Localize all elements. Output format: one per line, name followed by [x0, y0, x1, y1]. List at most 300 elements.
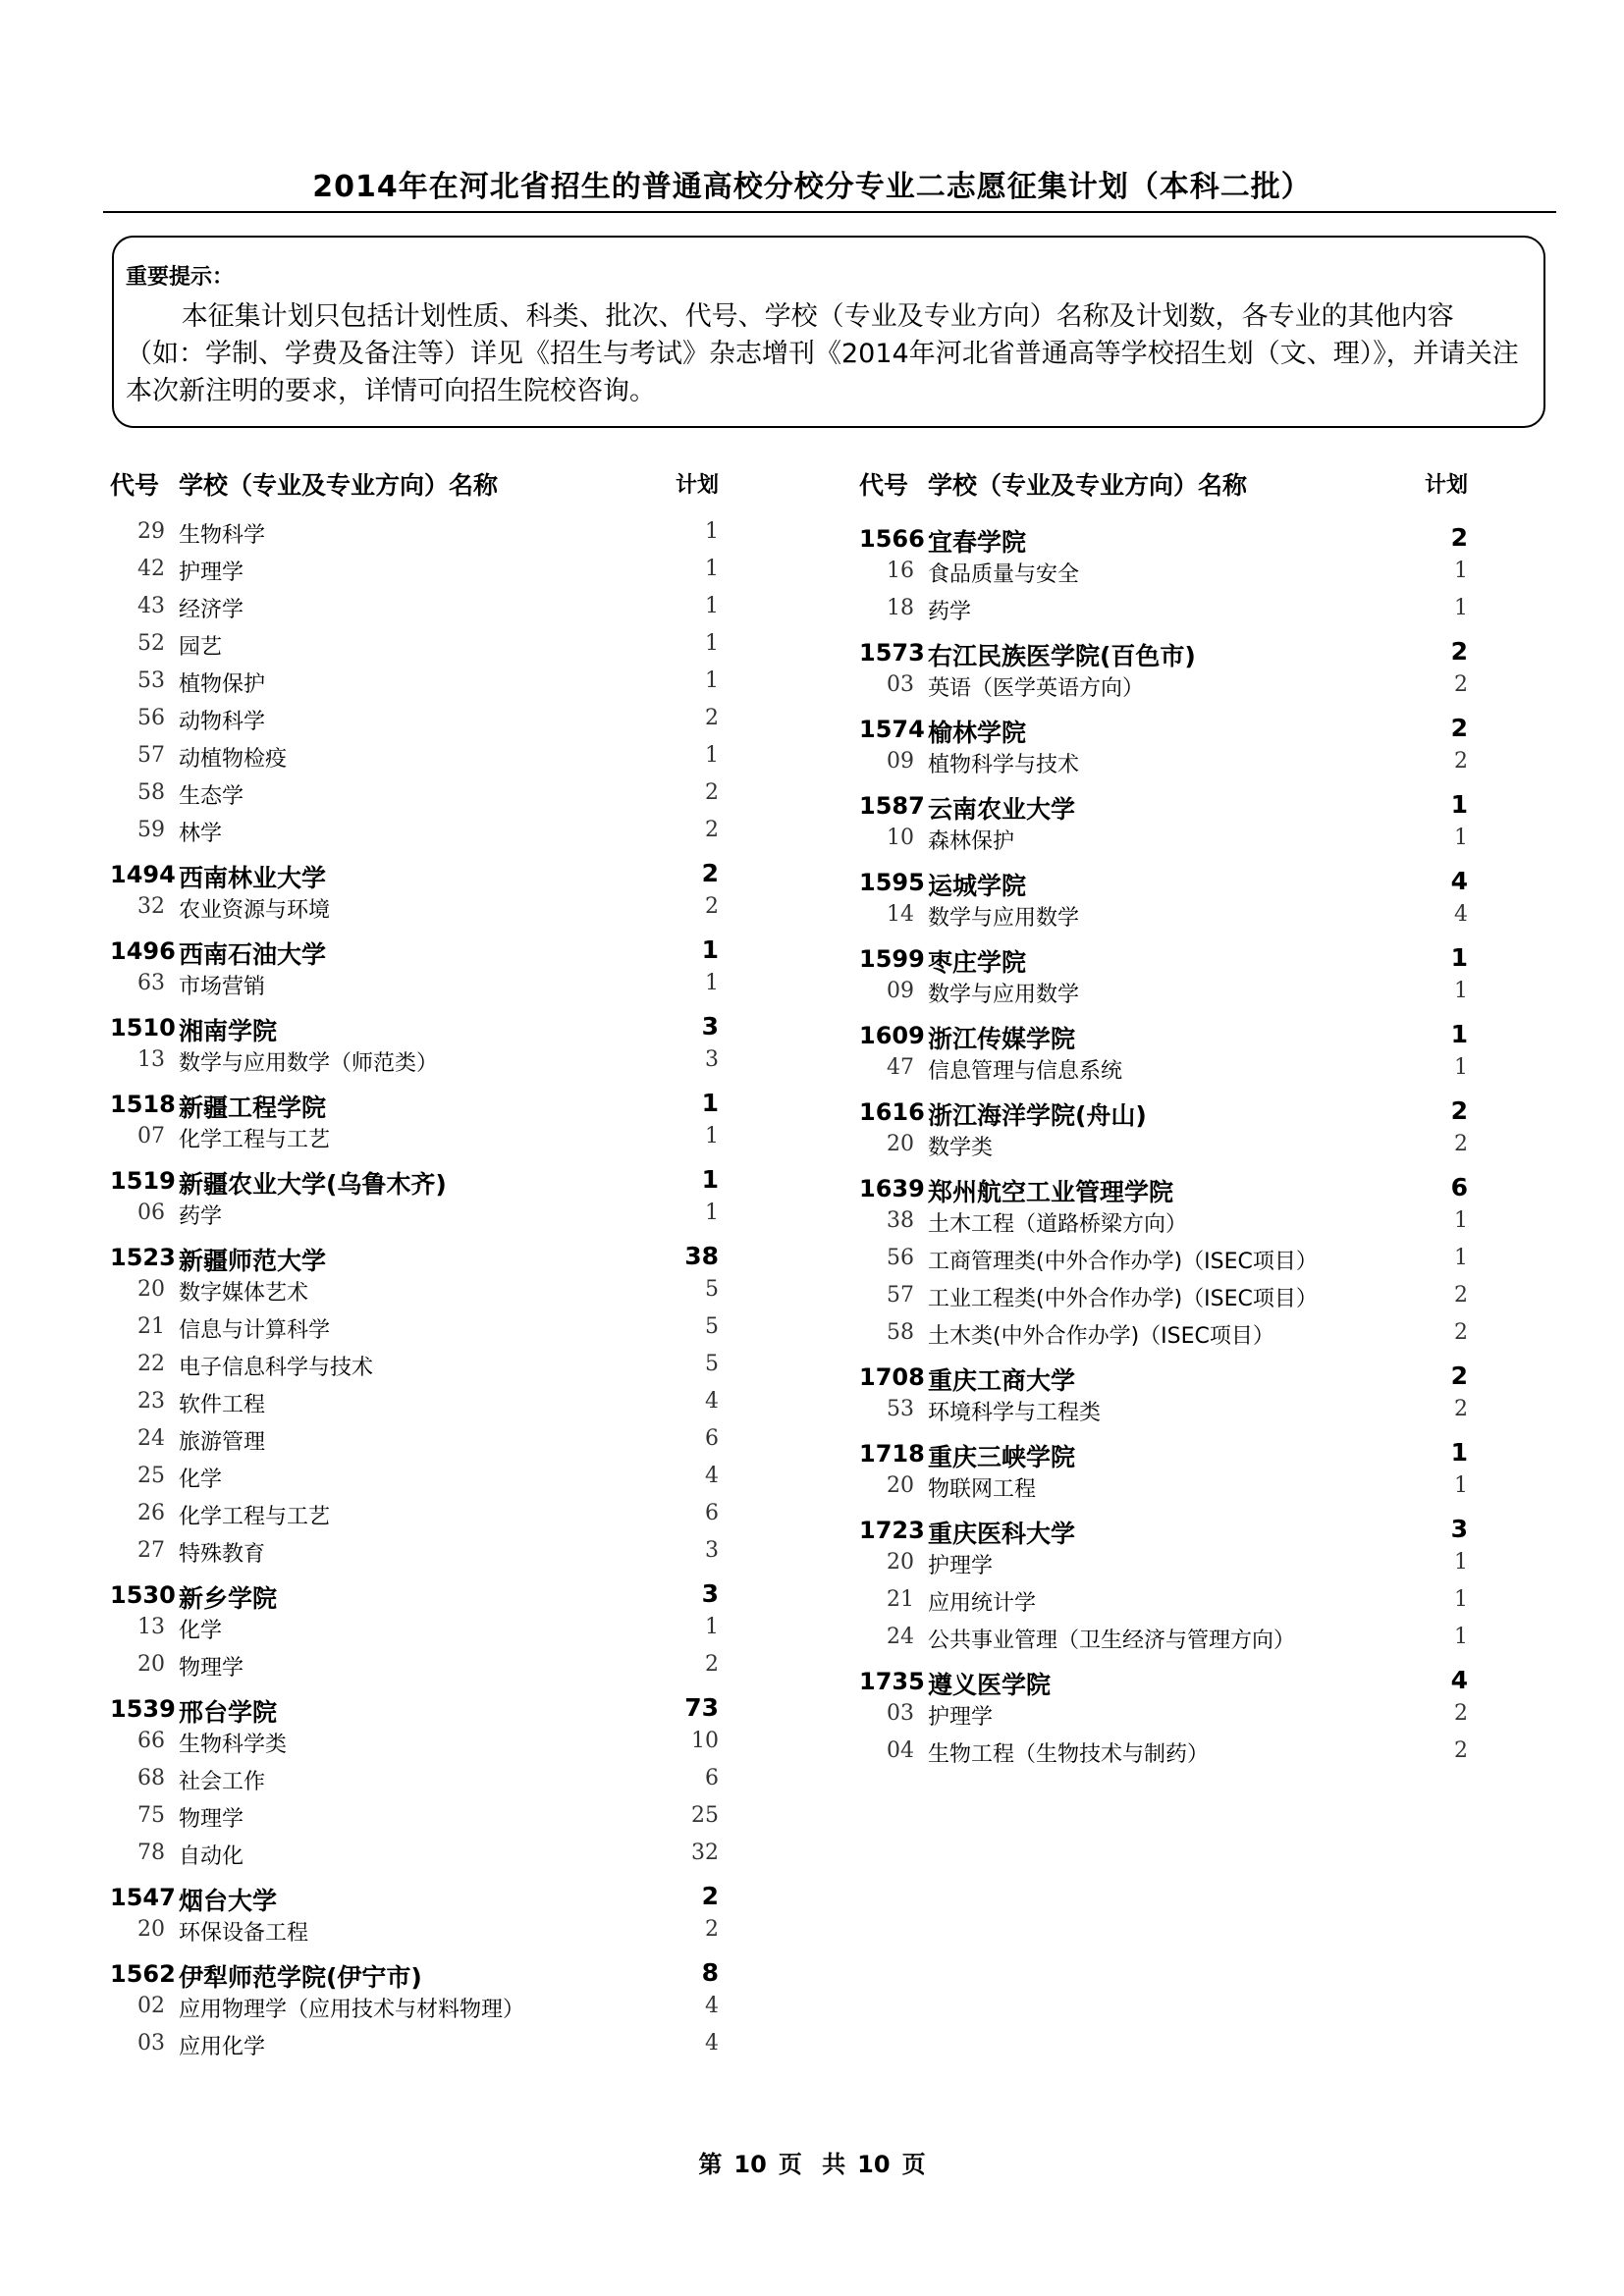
school-plan: 4: [1450, 1666, 1468, 1694]
notice-body: 本征集计划只包括计划性质、科类、批次、代号、学校（专业及专业方向）名称及计划数，各专业的其他内容（如：学制、学费及备注等）详见《招生与考试》杂志增刊《2014年河北省普通高等学校招生划（文、理）》，并请关注本次新注明的要求，详情可向招生院校咨询。: [126, 301, 1519, 406]
major-code: 26: [137, 1501, 165, 1525]
school-plan: 1: [1450, 1438, 1468, 1467]
school-row: [859, 704, 1468, 747]
major-code: 24: [137, 1426, 165, 1451]
major-row: [110, 1118, 719, 1155]
major-row: [110, 1723, 719, 1760]
major-row: [859, 667, 1468, 704]
major-row: [110, 1911, 719, 1949]
major-row: [859, 820, 1468, 857]
major-code: 18: [887, 596, 914, 620]
major-name: 林学: [179, 822, 223, 846]
major-row: [110, 1609, 719, 1646]
major-row: [859, 1391, 1468, 1428]
major-plan: 3: [705, 1047, 719, 1072]
major-plan: 2: [1454, 672, 1468, 697]
right-column-header: [859, 466, 1468, 506]
major-name: 工商管理类(中外合作办学)（ISEC项目）: [928, 1250, 1318, 1274]
major-plan: 4: [1454, 902, 1468, 927]
title-divider: [103, 211, 1556, 213]
major-plan: 6: [705, 1426, 719, 1451]
school-plan: 6: [1450, 1173, 1468, 1201]
school-plan: 1: [1450, 1020, 1468, 1048]
school-code: 1587: [859, 792, 925, 820]
major-row: [859, 1049, 1468, 1087]
major-plan: 1: [705, 1615, 719, 1639]
major-plan: 5: [705, 1314, 719, 1339]
school-name: 榆林学院: [928, 719, 1027, 747]
major-name: 食品质量与安全: [928, 562, 1080, 587]
school-plan: 1: [701, 935, 719, 964]
major-plan: 1: [705, 1124, 719, 1148]
major-code: 20: [137, 1652, 165, 1677]
school-row: [859, 1656, 1468, 1699]
major-name: 旅游管理: [179, 1430, 266, 1455]
major-name: 园艺: [179, 635, 223, 660]
major-code: 56: [137, 706, 165, 730]
major-name: 应用统计学: [928, 1591, 1037, 1616]
major-code: 59: [137, 818, 165, 842]
major-name: 生物工程（生物技术与制药）: [928, 1742, 1210, 1767]
major-plan: 6: [705, 1766, 719, 1790]
major-plan: 1: [1454, 596, 1468, 620]
major-row: [110, 1308, 719, 1346]
major-plan: 2: [1454, 1283, 1468, 1308]
major-name: 生态学: [179, 784, 244, 809]
major-plan: 25: [691, 1803, 719, 1828]
school-plan: 2: [1450, 1096, 1468, 1125]
school-row: [110, 1949, 719, 1992]
major-plan: 1: [1454, 1625, 1468, 1649]
school-row: [110, 1232, 719, 1275]
school-row: [859, 1163, 1468, 1206]
major-row: [110, 1646, 719, 1683]
major-row: [859, 1314, 1468, 1352]
page-label: 第: [698, 2151, 723, 2178]
major-code: 20: [137, 1917, 165, 1942]
major-code: 42: [137, 557, 165, 581]
major-row: [110, 965, 719, 1002]
major-code: 63: [137, 971, 165, 995]
document-title: 2014年在河北省招生的普通高校分校分专业二志愿征集计划（本科二批）: [312, 170, 1312, 204]
major-plan: 5: [705, 1277, 719, 1302]
school-plan: 1: [701, 1089, 719, 1117]
major-row: [110, 774, 719, 812]
major-code: 04: [887, 1738, 914, 1763]
right-column: [859, 466, 1468, 1770]
major-plan: 1: [705, 631, 719, 656]
major-name: 土木类(中外合作办学)（ISEC项目）: [928, 1324, 1274, 1349]
major-name: 环境科学与工程类: [928, 1401, 1102, 1425]
major-plan: 1: [705, 668, 719, 693]
school-code: 1595: [859, 869, 925, 896]
major-plan: 1: [705, 971, 719, 995]
major-code: 03: [887, 1701, 914, 1726]
major-code: 21: [137, 1314, 165, 1339]
major-plan: 2: [705, 706, 719, 730]
major-plan: 2: [1454, 1738, 1468, 1763]
header-code: 代号: [110, 471, 160, 500]
major-row: [110, 1458, 719, 1495]
school-row: [859, 1010, 1468, 1053]
header-code: 代号: [859, 471, 909, 500]
major-name: 公共事业管理（卫生经济与管理方向）: [928, 1629, 1296, 1653]
major-code: 23: [137, 1389, 165, 1414]
school-plan: 4: [1450, 867, 1468, 895]
major-name: 数学与应用数学（师范类）: [179, 1051, 439, 1076]
header-plan: 计划: [1424, 473, 1468, 498]
major-code: 52: [137, 631, 165, 656]
major-name: 市场营销: [179, 975, 266, 999]
major-row: [859, 1126, 1468, 1163]
major-row: [110, 588, 719, 625]
major-code: 58: [137, 780, 165, 805]
major-code: 25: [137, 1464, 165, 1488]
major-plan: 2: [1454, 749, 1468, 774]
major-name: 信息与计算科学: [179, 1318, 331, 1343]
school-plan: 1: [1450, 790, 1468, 819]
major-code: 56: [887, 1246, 914, 1270]
page-number: 10: [733, 2151, 767, 2178]
major-row: [110, 1346, 719, 1383]
major-row: [110, 1835, 719, 1872]
school-code: 1599: [859, 945, 925, 973]
school-code: 1519: [110, 1167, 176, 1195]
major-name: 社会工作: [179, 1770, 266, 1794]
major-name: 信息管理与信息系统: [928, 1059, 1123, 1084]
major-code: 20: [137, 1277, 165, 1302]
major-name: 化学工程与工艺: [179, 1505, 331, 1529]
school-code: 1547: [110, 1884, 176, 1911]
school-plan: 2: [701, 1882, 719, 1910]
major-code: 66: [137, 1729, 165, 1753]
major-plan: 1: [705, 519, 719, 544]
school-plan: 2: [701, 859, 719, 887]
major-plan: 10: [691, 1729, 719, 1753]
major-code: 32: [137, 894, 165, 919]
school-plan: 1: [1450, 943, 1468, 972]
major-row: [859, 1581, 1468, 1619]
major-plan: 1: [1454, 826, 1468, 850]
major-name: 数学与应用数学: [928, 906, 1080, 931]
school-name: 邢台学院: [179, 1698, 278, 1727]
school-plan: 1: [701, 1165, 719, 1194]
major-plan: 4: [705, 2031, 719, 2056]
major-name: 生物科学类: [179, 1733, 288, 1757]
school-name: 运城学院: [928, 872, 1027, 900]
major-row: [859, 1733, 1468, 1770]
major-row: [859, 743, 1468, 780]
major-plan: 1: [1454, 1246, 1468, 1270]
major-code: 75: [137, 1803, 165, 1828]
school-name: 枣庄学院: [928, 948, 1027, 977]
school-plan: 2: [1450, 523, 1468, 552]
major-name: 护理学: [928, 1554, 994, 1578]
school-name: 遵义医学院: [928, 1671, 1052, 1699]
major-code: 09: [887, 749, 914, 774]
major-row: [859, 1695, 1468, 1733]
school-row: [859, 1352, 1468, 1395]
major-plan: 2: [1454, 1320, 1468, 1345]
major-plan: 32: [691, 1841, 719, 1865]
major-row: [110, 1797, 719, 1835]
school-name: 西南石油大学: [179, 940, 327, 969]
major-plan: 3: [705, 1538, 719, 1563]
school-name: 新疆师范大学: [179, 1247, 327, 1275]
major-name: 生物科学: [179, 523, 266, 548]
major-row: [110, 2025, 719, 2062]
school-name: 郑州航空工业管理学院: [928, 1178, 1174, 1206]
major-plan: 5: [705, 1352, 719, 1376]
major-name: 数学与应用数学: [928, 983, 1080, 1007]
major-row: [110, 1532, 719, 1570]
school-row: [859, 780, 1468, 824]
school-code: 1510: [110, 1014, 176, 1041]
major-row: [110, 1195, 719, 1232]
school-plan: 3: [701, 1012, 719, 1041]
major-name: 化学: [179, 1619, 223, 1643]
major-row: [110, 513, 719, 551]
major-code: 03: [887, 672, 914, 697]
major-plan: 1: [705, 743, 719, 768]
major-code: 06: [137, 1201, 165, 1225]
major-row: [110, 663, 719, 700]
major-code: 02: [137, 1994, 165, 2018]
major-name: 动物科学: [179, 710, 266, 734]
school-row: [110, 1079, 719, 1122]
school-code: 1723: [859, 1517, 925, 1544]
major-name: 英语（医学英语方向）: [928, 676, 1145, 701]
major-name: 工业工程类(中外合作办学)（ISEC项目）: [928, 1287, 1318, 1311]
header-name: 学校（专业及专业方向）名称: [179, 471, 499, 500]
major-plan: 2: [705, 780, 719, 805]
major-plan: 1: [1454, 1550, 1468, 1575]
school-row: [859, 934, 1468, 977]
school-name: 新疆农业大学(乌鲁木齐): [179, 1170, 447, 1199]
major-code: 58: [887, 1320, 914, 1345]
major-name: 数学类: [928, 1136, 994, 1160]
major-name: 自动化: [179, 1844, 244, 1869]
major-row: [859, 1619, 1468, 1656]
school-code: 1609: [859, 1022, 925, 1049]
major-name: 物理学: [179, 1807, 244, 1832]
major-name: 森林保护: [928, 829, 1015, 854]
total-unit: 页: [901, 2151, 926, 2178]
school-row: [859, 1428, 1468, 1471]
major-name: 护理学: [928, 1705, 994, 1730]
total-label: 共: [822, 2151, 846, 2178]
important-notice-box: [112, 236, 1545, 428]
major-row: [859, 1277, 1468, 1314]
school-code: 1562: [110, 1960, 176, 1988]
major-plan: 1: [1454, 1473, 1468, 1498]
left-column: [110, 466, 719, 2062]
major-code: 13: [137, 1615, 165, 1639]
school-code: 1616: [859, 1098, 925, 1126]
major-plan: 1: [705, 594, 719, 618]
major-code: 53: [137, 668, 165, 693]
school-row: [859, 857, 1468, 900]
major-row: [110, 1271, 719, 1308]
major-plan: 1: [1454, 1208, 1468, 1233]
major-code: 22: [137, 1352, 165, 1376]
major-code: 16: [887, 559, 914, 583]
total-pages: 10: [857, 2151, 891, 2178]
school-name: 湘南学院: [179, 1017, 278, 1045]
major-row: [110, 625, 719, 663]
major-name: 软件工程: [179, 1393, 266, 1417]
major-row: [110, 1495, 719, 1532]
major-name: 植物科学与技术: [928, 753, 1080, 777]
school-name: 重庆工商大学: [928, 1366, 1076, 1395]
major-name: 特殊教育: [179, 1542, 266, 1567]
school-row: [110, 926, 719, 969]
major-row: [859, 1468, 1468, 1505]
major-code: 20: [887, 1132, 914, 1156]
school-name: 西南林业大学: [179, 864, 327, 892]
school-code: 1518: [110, 1091, 176, 1118]
major-row: [859, 1240, 1468, 1277]
school-plan: 3: [701, 1579, 719, 1608]
major-plan: 6: [705, 1501, 719, 1525]
major-code: 03: [137, 2031, 165, 2056]
school-row: [110, 1570, 719, 1613]
school-name: 宜春学院: [928, 528, 1027, 557]
school-plan: 2: [1450, 637, 1468, 666]
major-plan: 2: [705, 1652, 719, 1677]
major-code: 53: [887, 1397, 914, 1421]
school-row: [110, 1155, 719, 1199]
left-rows: [110, 513, 719, 2062]
major-row: [110, 551, 719, 588]
school-plan: 3: [1450, 1515, 1468, 1543]
school-code: 1566: [859, 525, 925, 553]
major-plan: 4: [705, 1389, 719, 1414]
school-code: 1639: [859, 1175, 925, 1202]
major-name: 物理学: [179, 1656, 244, 1681]
major-plan: 2: [1454, 1132, 1468, 1156]
major-plan: 2: [1454, 1701, 1468, 1726]
school-name: 新乡学院: [179, 1584, 278, 1613]
major-code: 09: [887, 979, 914, 1003]
major-code: 07: [137, 1124, 165, 1148]
school-name: 右江民族医学院(百色市): [928, 642, 1196, 670]
major-code: 43: [137, 594, 165, 618]
major-name: 护理学: [179, 561, 244, 585]
major-name: 应用化学: [179, 2035, 266, 2059]
major-plan: 2: [705, 894, 719, 919]
school-name: 重庆医科大学: [928, 1520, 1076, 1548]
major-plan: 2: [1454, 1397, 1468, 1421]
major-code: 10: [887, 826, 914, 850]
major-row: [859, 553, 1468, 590]
header-name: 学校（专业及专业方向）名称: [928, 471, 1248, 500]
school-name: 重庆三峡学院: [928, 1443, 1076, 1471]
school-row: [110, 1872, 719, 1915]
school-name: 伊犁师范学院(伊宁市): [179, 1963, 422, 1992]
major-name: 动植物检疫: [179, 747, 288, 772]
major-row: [110, 888, 719, 926]
school-row: [859, 627, 1468, 670]
school-name: 云南农业大学: [928, 795, 1076, 824]
major-name: 药学: [179, 1204, 223, 1229]
major-row: [110, 700, 719, 737]
major-code: 57: [887, 1283, 914, 1308]
school-code: 1708: [859, 1363, 925, 1391]
page-footer: [0, 2145, 1624, 2179]
major-name: 药学: [928, 600, 972, 624]
school-code: 1573: [859, 639, 925, 667]
header-plan: 计划: [675, 473, 719, 498]
school-name: 烟台大学: [179, 1887, 278, 1915]
major-row: [110, 1420, 719, 1458]
major-code: 27: [137, 1538, 165, 1563]
school-row: [859, 513, 1468, 557]
major-code: 24: [887, 1625, 914, 1649]
school-plan: 8: [701, 1958, 719, 1987]
major-name: 化学工程与工艺: [179, 1128, 331, 1152]
major-plan: 1: [705, 1201, 719, 1225]
major-row: [110, 812, 719, 849]
major-code: 13: [137, 1047, 165, 1072]
major-code: 78: [137, 1841, 165, 1865]
school-row: [110, 1683, 719, 1727]
major-plan: 1: [1454, 1055, 1468, 1080]
major-name: 植物保护: [179, 672, 266, 697]
major-row: [110, 737, 719, 774]
school-name: 新疆工程学院: [179, 1094, 327, 1122]
major-plan: 2: [705, 818, 719, 842]
major-row: [110, 1383, 719, 1420]
school-code: 1718: [859, 1440, 925, 1468]
major-code: 38: [887, 1208, 914, 1233]
major-plan: 4: [705, 1464, 719, 1488]
school-row: [110, 849, 719, 892]
major-code: 47: [887, 1055, 914, 1080]
major-name: 土木工程（道路桥梁方向）: [928, 1212, 1188, 1237]
major-code: 21: [887, 1587, 914, 1612]
major-name: 应用物理学（应用技术与材料物理）: [179, 1998, 525, 2022]
major-code: 29: [137, 519, 165, 544]
school-plan: 38: [684, 1242, 719, 1270]
school-row: [110, 1002, 719, 1045]
major-plan: 1: [705, 557, 719, 581]
major-name: 电子信息科学与技术: [179, 1356, 374, 1380]
school-plan: 2: [1450, 1362, 1468, 1390]
left-column-header: [110, 466, 719, 506]
right-rows: [859, 513, 1468, 1770]
school-code: 1494: [110, 861, 176, 888]
school-name: 浙江传媒学院: [928, 1025, 1076, 1053]
major-code: 20: [887, 1550, 914, 1575]
major-row: [859, 896, 1468, 934]
school-code: 1523: [110, 1244, 176, 1271]
notice-heading: 重要提示：: [126, 265, 235, 290]
school-plan: 2: [1450, 714, 1468, 742]
major-row: [110, 1041, 719, 1079]
major-code: 68: [137, 1766, 165, 1790]
major-name: 物联网工程: [928, 1477, 1037, 1502]
major-name: 农业资源与环境: [179, 898, 331, 923]
major-code: 14: [887, 902, 914, 927]
major-row: [859, 973, 1468, 1010]
major-plan: 1: [1454, 559, 1468, 583]
major-plan: 4: [705, 1994, 719, 2018]
school-row: [859, 1087, 1468, 1130]
major-row: [859, 590, 1468, 627]
school-plan: 73: [684, 1693, 719, 1722]
major-plan: 2: [705, 1917, 719, 1942]
